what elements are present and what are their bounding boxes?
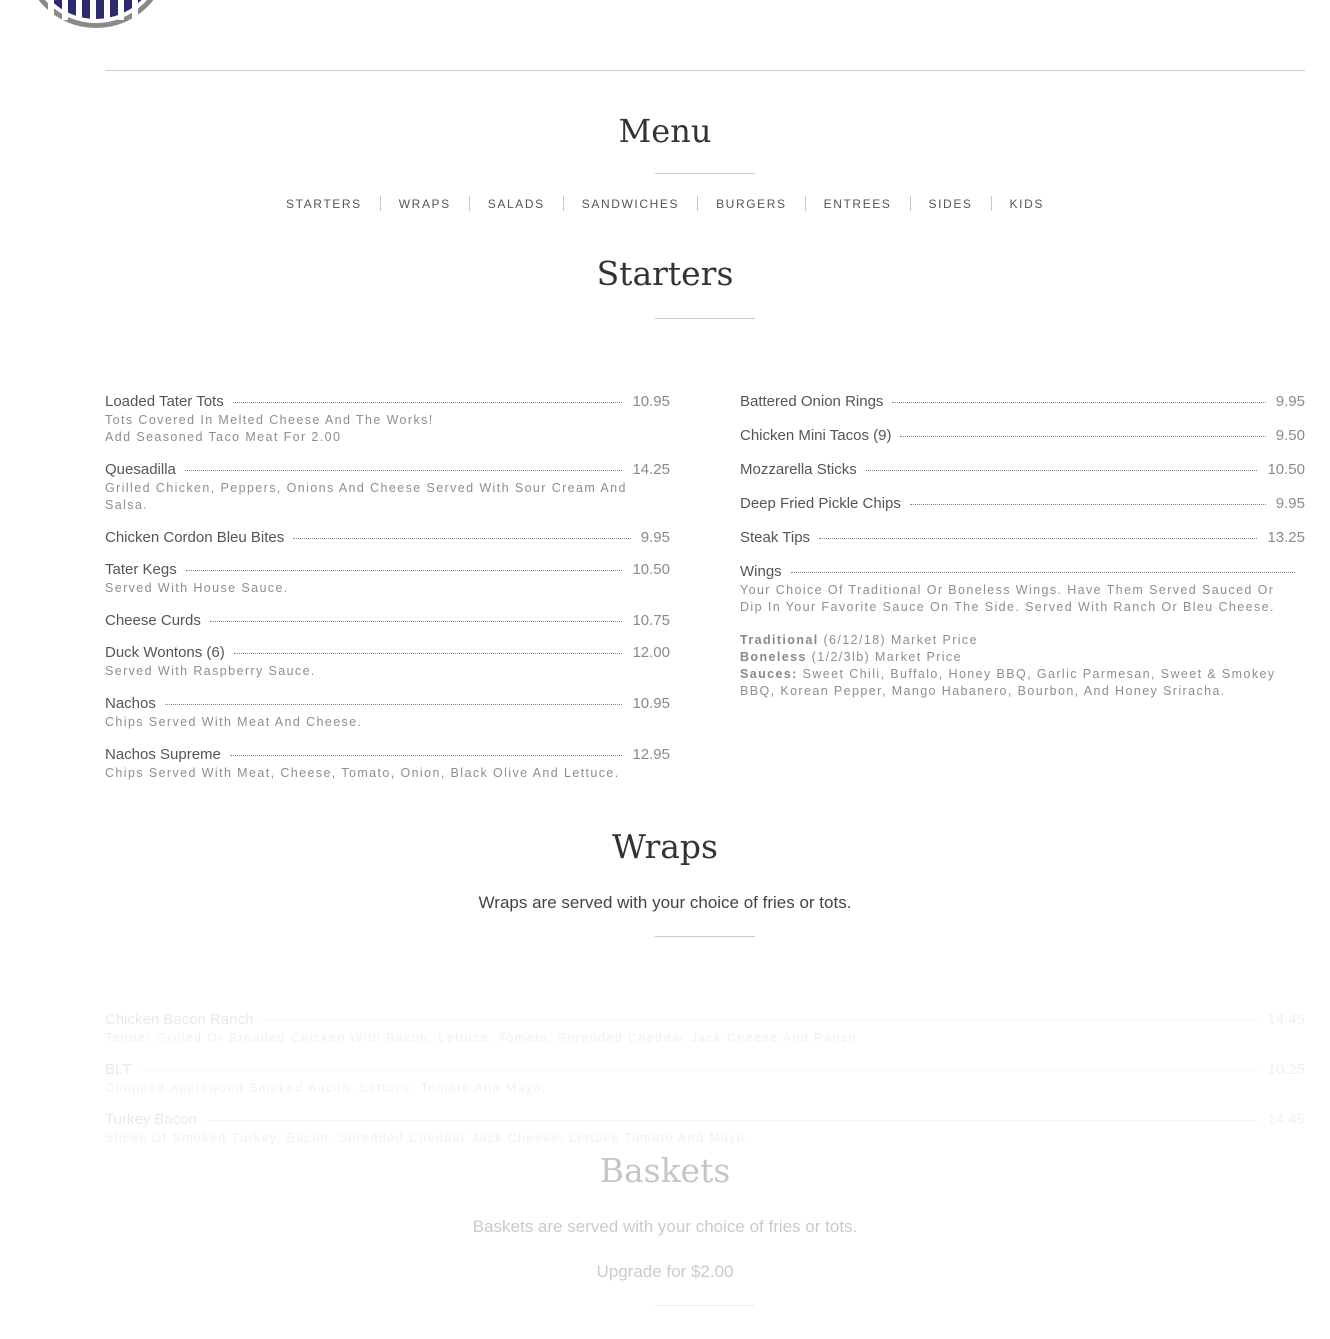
item-price: 14.45 (1267, 1111, 1305, 1128)
item-name: Steak Tips (740, 529, 811, 546)
dot-leader (165, 703, 623, 705)
item-price: 10.25 (1267, 1061, 1305, 1078)
menu-item (105, 393, 670, 446)
item-price: 10.50 (632, 561, 670, 578)
item-name: Mozzarella Sticks (740, 461, 857, 478)
item-description: Chopped Applewood Smoked Bacon, Lettuce, Tomato And Mayo. (105, 1081, 547, 1095)
dot-leader (140, 1069, 1257, 1071)
starters-title-rule (655, 318, 755, 319)
item-description: Chips Served With Meat And Cheese. (105, 715, 363, 729)
dot-leader (185, 469, 623, 471)
item-price: 9.50 (1275, 427, 1305, 444)
dot-leader (900, 435, 1265, 437)
menu-item (105, 644, 670, 680)
item-name: Battered Onion Rings (740, 393, 884, 410)
menu-title: Menu (618, 112, 712, 150)
item-price: 9.95 (1275, 393, 1305, 410)
menu-item (105, 561, 670, 597)
menu-item (105, 1061, 1305, 1097)
nav-entrees[interactable]: ENTREES (823, 197, 892, 211)
baskets-title: Baskets (599, 1151, 731, 1190)
item-description: Tender Grilled Or Breaded Chicken With Bacon, Lettuce, Tomato, Shredded Cheddar Jack Cheese And Ranch (105, 1031, 857, 1045)
dot-leader (866, 469, 1258, 471)
dot-leader (910, 503, 1266, 505)
item-description: Served With House Sauce. (105, 581, 289, 595)
item-description: Served With Raspberry Sauce. (105, 664, 316, 678)
dot-leader (206, 1119, 1257, 1121)
item-name: Quesadilla (105, 461, 176, 478)
item-name: Tater Kegs (105, 561, 177, 578)
item-price: 9.95 (1275, 495, 1305, 512)
header-divider (105, 70, 1305, 71)
dot-leader (293, 537, 631, 539)
item-name: Wings (740, 563, 782, 580)
baskets-intro: Baskets are served with your choice of fries or tots. (472, 1217, 858, 1236)
menu-item (105, 529, 670, 546)
menu-item (105, 695, 670, 731)
menu-title-rule (655, 173, 755, 174)
item-name: Chicken Mini Tacos (9) (740, 427, 892, 444)
dot-leader (234, 652, 623, 654)
dot-leader (892, 401, 1265, 403)
nav-starters[interactable]: STARTERS (286, 197, 362, 211)
dot-leader (210, 620, 623, 622)
starters-right-column (740, 393, 1305, 715)
wraps-intro: Wraps are served with your choice of fries or tots. (478, 893, 852, 912)
wings-options: Traditional (6/12/18) Market Price Boneless (1/2/3lb) Market Price Sauces: Sweet Chili, Buffalo, Honey BBQ, Garlic Parmesan, Sweet & Smokey BBQ, Korean Pepper, Mango Habanero, Bourbon, And Honey Sriracha. (740, 633, 1276, 698)
item-description: Tots Covered In Melted Cheese And The Works! Add Seasoned Taco Meat For 2.00 (105, 413, 434, 444)
item-name: Nachos Supreme (105, 746, 221, 763)
menu-item (105, 461, 670, 514)
item-description: Your Choice Of Traditional Or Boneless Wings. Have Them Served Sauced Or Dip In Your Favorite Sauce On The Side. Served With Ranch Or Bleu Cheese. (740, 583, 1275, 614)
menu-item (740, 495, 1305, 512)
menu-item (740, 427, 1305, 444)
item-price: 10.75 (632, 612, 670, 629)
menu-item (105, 1011, 1305, 1047)
menu-item (740, 529, 1305, 546)
item-name: Deep Fried Pickle Chips (740, 495, 901, 512)
dot-leader (262, 1019, 1257, 1021)
item-name: Turkey Bacon (105, 1111, 197, 1128)
nav-salads[interactable]: SALADS (487, 197, 545, 211)
item-price: 10.50 (1267, 461, 1305, 478)
item-name: Cheese Curds (105, 612, 201, 629)
menu-item (740, 461, 1305, 478)
starters-left-column (105, 393, 670, 797)
item-price: 14.25 (632, 461, 670, 478)
item-price: 12.95 (632, 746, 670, 763)
dot-leader (186, 569, 623, 571)
menu-item (105, 612, 670, 629)
dot-leader (230, 754, 623, 756)
item-name: Chicken Cordon Bleu Bites (105, 529, 285, 546)
dot-leader (791, 571, 1295, 573)
item-name: Duck Wontons (6) (105, 644, 225, 661)
wraps-list (105, 1011, 1305, 1161)
dot-leader (819, 537, 1257, 539)
item-price: 9.95 (640, 529, 670, 546)
item-description: Slices Of Smoked Turkey, Bacon, Shredded Cheddar Jack Cheese, Lettuce Tomato And Mayo. (105, 1131, 751, 1145)
menu-item-wings (740, 563, 1305, 700)
menu-item (105, 1111, 1305, 1147)
nav-burgers[interactable]: BURGERS (716, 197, 787, 211)
nav-wraps[interactable]: WRAPS (398, 197, 451, 211)
restaurant-logo[interactable] (18, 0, 174, 30)
menu-category-nav (0, 196, 1330, 211)
nav-sides[interactable]: SIDES (928, 197, 973, 211)
item-name: BLT (105, 1061, 132, 1078)
menu-item (740, 393, 1305, 410)
item-price: 12.00 (632, 644, 670, 661)
baskets-title-rule (655, 1305, 755, 1306)
item-description: Grilled Chicken, Peppers, Onions And Cheese Served With Sour Cream And Salsa. (105, 481, 627, 512)
starters-title: Starters (596, 254, 734, 293)
item-name: Loaded Tater Tots (105, 393, 224, 410)
item-name: Nachos (105, 695, 156, 712)
wraps-title: Wraps (612, 827, 718, 866)
menu-item (105, 746, 670, 782)
nav-kids[interactable]: KIDS (1009, 197, 1044, 211)
wraps-title-rule (655, 936, 755, 937)
item-description: Chips Served With Meat, Cheese, Tomato, Onion, Black Olive And Lettuce. (105, 766, 620, 780)
item-name: Chicken Bacon Ranch (105, 1011, 254, 1028)
item-price: 13.25 (1267, 529, 1305, 546)
nav-sandwiches[interactable]: SANDWICHES (581, 197, 680, 211)
item-price: 10.95 (632, 695, 670, 712)
dot-leader (233, 401, 623, 403)
item-price: 10.95 (632, 393, 670, 410)
item-price: 14.45 (1267, 1011, 1305, 1028)
baskets-upgrade: Upgrade for $2.00 (596, 1262, 734, 1281)
